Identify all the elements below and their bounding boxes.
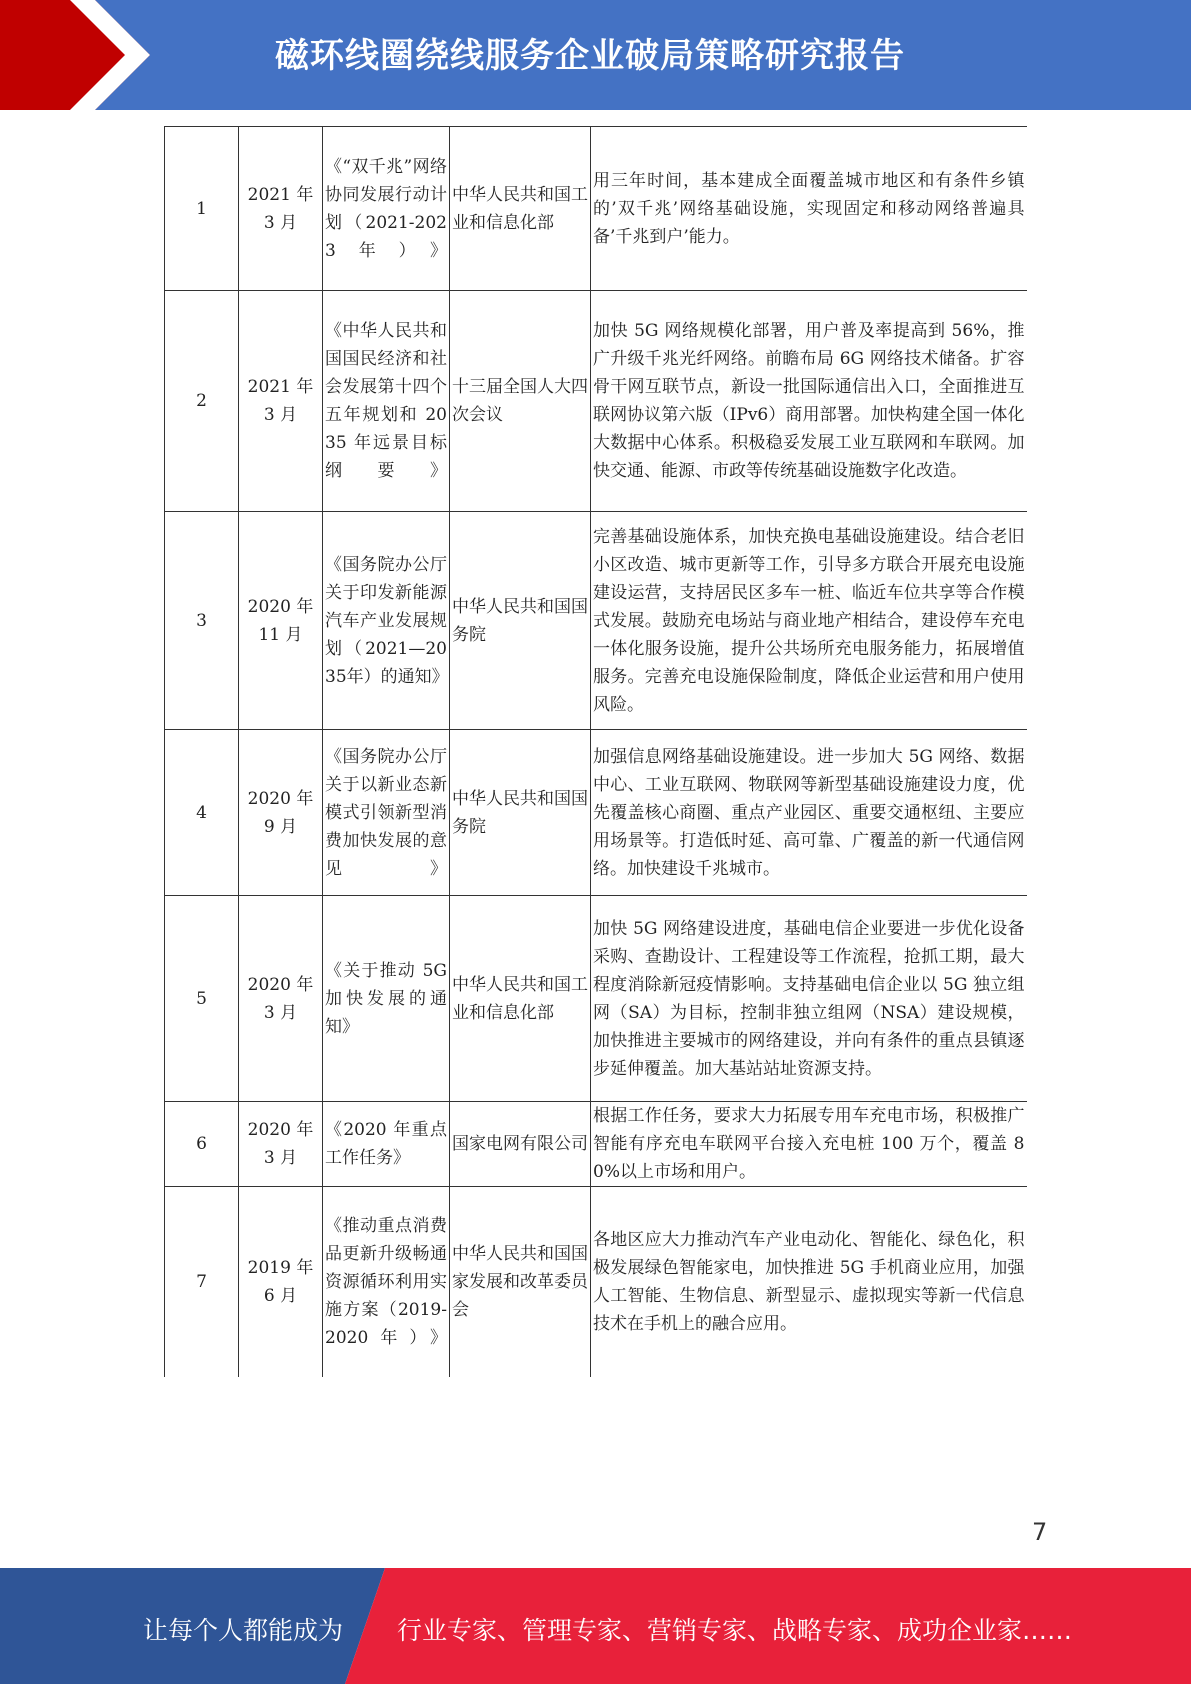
policy-name: 《推动重点消费品更新升级畅通资源循环利用实施方案（2019-2020年）》 bbox=[323, 1187, 450, 1377]
policy-content: 各地区应大力推动汽车产业电动化、智能化、绿色化，积极发展绿色智能家电，加快推进 5G 手机商业应用，加强人工智能、生物信息、新型显示、虚拟现实等新一代信息技术在手机上的融合应用。 bbox=[591, 1187, 1027, 1377]
issue-date: 2020 年 11 月 bbox=[239, 512, 323, 730]
row-number: 4 bbox=[165, 730, 239, 896]
table-row bbox=[165, 730, 1027, 896]
page-title: 磁环线圈绕线服务企业破局策略研究报告 bbox=[275, 36, 905, 76]
row-number: 1 bbox=[165, 127, 239, 291]
page-number: 7 bbox=[1032, 1518, 1048, 1546]
row-number: 6 bbox=[165, 1102, 239, 1187]
policy-name: 《国务院办公厅关于印发新能源汽车产业发展规划（2021—2035年）的通知》 bbox=[323, 512, 450, 730]
issue-date: 2021 年 3 月 bbox=[239, 127, 323, 291]
issuing-org: 中华人民共和国国务院 bbox=[450, 730, 591, 896]
policy-content: 加快 5G 网络规模化部署，用户普及率提高到 56%，推广升级千兆光纤网络。前瞻布局 6G 网络技术储备。扩容骨干网互联节点，新设一批国际通信出入口，全面推进互联网协议第六版（IPv6）商用部署。加快构建全国一体化大数据中心体系。积极稳妥发展工业互联网和车联网。加快交通、能源、市政等传统基础设施数字化改造。 bbox=[591, 291, 1027, 512]
issue-date: 2020 年 9 月 bbox=[239, 730, 323, 896]
policy-name: 《中华人民共和国国民经济和社会发展第十四个五年规划和 2035 年远景目标纲要》 bbox=[323, 291, 450, 512]
page-header bbox=[0, 0, 1191, 110]
row-number: 2 bbox=[165, 291, 239, 512]
issue-date: 2020 年 3 月 bbox=[239, 896, 323, 1102]
row-number: 7 bbox=[165, 1187, 239, 1377]
issue-date: 2020 年 3 月 bbox=[239, 1102, 323, 1187]
table-row bbox=[165, 291, 1027, 512]
table-row bbox=[165, 896, 1027, 1102]
policy-name: 《关于推动 5G 加快发展的通知》 bbox=[323, 896, 450, 1102]
issuing-org: 中华人民共和国工业和信息化部 bbox=[450, 127, 591, 291]
policy-name: 《国务院办公厅关于以新业态新模式引领新型消费加快发展的意见》 bbox=[323, 730, 450, 896]
policy-content: 加快 5G 网络建设进度，基础电信企业要进一步优化设备采购、查勘设计、工程建设等工作流程，抢抓工期，最大程度消除新冠疫情影响。支持基础电信企业以 5G 独立组网（SA）为目标，控制非独立组网（NSA）建设规模，加快推进主要城市的网络建设，并向有条件的重点县镇逐步延伸覆盖。加大基站站址资源支持。 bbox=[591, 896, 1027, 1102]
policy-content: 加强信息网络基础设施建设。进一步加大 5G 网络、数据中心、工业互联网、物联网等新型基础设施建设力度，优先覆盖核心商圈、重点产业园区、重要交通枢纽、主要应用场景等。打造低时延、高可靠、广覆盖的新一代通信网络。加快建设千兆城市。 bbox=[591, 730, 1027, 896]
row-number: 5 bbox=[165, 896, 239, 1102]
issuing-org: 中华人民共和国国务院 bbox=[450, 512, 591, 730]
policy-content: 完善基础设施体系，加快充换电基础设施建设。结合老旧小区改造、城市更新等工作，引导多方联合开展充电设施建设运营，支持居民区多车一桩、临近车位共享等合作模式发展。鼓励充电场站与商业地产相结合，建设停车充电一体化服务设施，提升公共场所充电服务能力，拓展增值服务。完善充电设施保险制度，降低企业运营和用户使用风险。 bbox=[591, 512, 1027, 730]
table-row bbox=[165, 512, 1027, 730]
issuing-org: 中华人民共和国工业和信息化部 bbox=[450, 896, 591, 1102]
policy-name: 《2020 年重点工作任务》 bbox=[323, 1102, 450, 1187]
table-row bbox=[165, 1102, 1027, 1187]
table-row bbox=[165, 1187, 1027, 1377]
issuing-org: 十三届全国人大四次会议 bbox=[450, 291, 591, 512]
footer-slogan-left: 让每个人都能成为 bbox=[143, 1616, 344, 1645]
policy-name: 《“双千兆”网络协同发展行动计划（2021-2023年）》 bbox=[323, 127, 450, 291]
row-number: 3 bbox=[165, 512, 239, 730]
issuing-org: 中华人民共和国国家发展和改革委员会 bbox=[450, 1187, 591, 1377]
issue-date: 2019 年 6 月 bbox=[239, 1187, 323, 1377]
issue-date: 2021 年 3 月 bbox=[239, 291, 323, 512]
footer-slogan-right: 行业专家、管理专家、营销专家、战略专家、成功企业家…… bbox=[397, 1616, 1073, 1645]
issuing-org: 国家电网有限公司 bbox=[450, 1102, 591, 1187]
policy-content: 根据工作任务，要求大力拓展专用车充电市场，积极推广智能有序充电车联网平台接入充电桩 100 万个，覆盖 80%以上市场和用户。 bbox=[591, 1102, 1027, 1187]
policy-content: 用三年时间，基本建成全面覆盖城市地区和有条件乡镇的’双千兆’网络基础设施，实现固定和移动网络普遍具备’千兆到户’能力。 bbox=[591, 127, 1027, 291]
policy-table bbox=[164, 126, 1027, 1377]
table-row bbox=[165, 127, 1027, 291]
header-arrow-icon bbox=[0, 0, 150, 110]
